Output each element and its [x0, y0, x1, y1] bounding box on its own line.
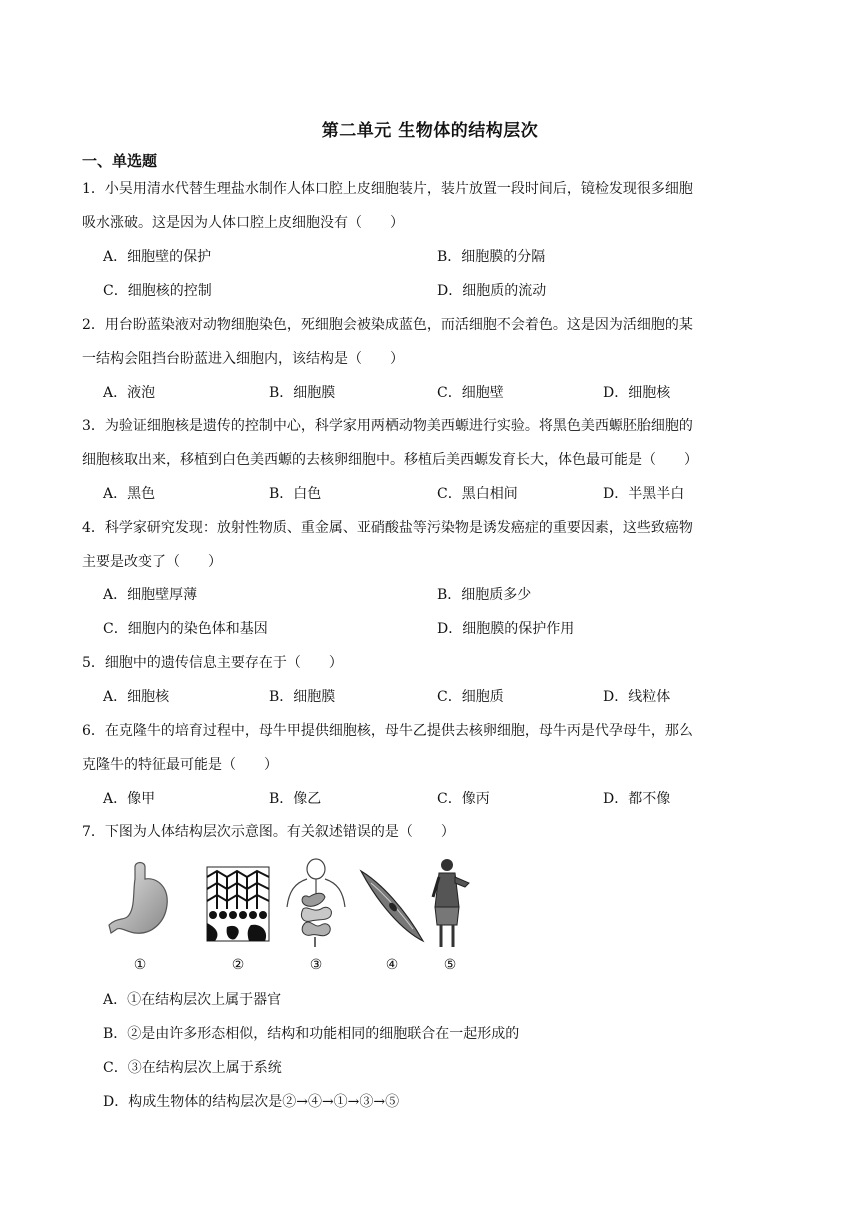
page-title: 第二单元 生物体的结构层次 — [321, 121, 539, 141]
question-1-options — [103, 240, 803, 274]
option-b[interactable]: B．细胞膜 — [269, 385, 336, 401]
option-c[interactable]: C．③在结构层次上属于系统 — [103, 1060, 282, 1076]
stomach-illustration — [105, 857, 175, 951]
question-6-options — [103, 782, 803, 816]
option-b[interactable]: B．像乙 — [269, 791, 322, 807]
option-b[interactable]: B．②是由许多形态相似，结构和功能相同的细胞联合在一起形成的 — [103, 1026, 520, 1042]
section-heading: 一、单选题 — [82, 152, 158, 170]
option-c[interactable]: C．像丙 — [437, 791, 490, 807]
human-illustration — [415, 857, 485, 951]
figure-item-1 — [105, 853, 175, 973]
question-text: 克隆牛的特征最可能是（ ） — [82, 757, 278, 773]
option-d[interactable]: D．线粒体 — [603, 689, 671, 705]
question-3 — [82, 409, 782, 477]
option-c[interactable]: C．细胞质 — [437, 689, 504, 705]
option-a[interactable]: A．液泡 — [103, 385, 156, 401]
question-7-options — [103, 1085, 803, 1119]
figure-item-2 — [203, 853, 273, 973]
question-1-options — [103, 274, 803, 308]
option-c[interactable]: C．黑白相间 — [437, 486, 518, 502]
question-text: 细胞核取出来，移植到白色美西螈的去核卵细胞中。移植后美西螈发育长大，体色最可能是（ ） — [82, 452, 698, 468]
question-7 — [82, 815, 782, 849]
option-c[interactable]: C．细胞内的染色体和基因 — [103, 621, 268, 637]
question-2-options — [103, 376, 803, 410]
question-2 — [82, 308, 782, 376]
question-text: 4．科学家研究发现：放射性物质、重金属、亚硝酸盐等污染物是诱发癌症的重要因素，这些致癌物 — [82, 520, 693, 536]
question-text: 2．用台盼蓝染液对动物细胞染色，死细胞会被染成蓝色，而活细胞不会着色。这是因为活细胞的某 — [82, 317, 693, 333]
figure-item-5 — [415, 853, 485, 973]
figure-label: ③ — [309, 957, 323, 973]
question-5 — [82, 646, 782, 680]
option-c[interactable]: C．细胞壁 — [437, 385, 504, 401]
option-d[interactable]: D．细胞膜的保护作用 — [437, 621, 575, 637]
option-d[interactable]: D．半黑半白 — [603, 486, 685, 502]
question-4-options — [103, 612, 803, 646]
figure-label: ① — [133, 957, 147, 973]
question-text: 主要是改变了（ ） — [82, 554, 222, 570]
option-d[interactable]: D．构成生物体的结构层次是②→④→①→③→⑤ — [103, 1094, 400, 1110]
figure-label: ② — [231, 957, 245, 973]
option-a[interactable]: A．像甲 — [103, 791, 156, 807]
question-text: 1．小吴用清水代替生理盐水制作人体口腔上皮细胞装片，装片放置一段时间后，镜检发现很多细胞 — [82, 181, 693, 197]
option-d[interactable]: D．细胞核 — [603, 385, 671, 401]
option-b[interactable]: B．细胞膜的分隔 — [437, 249, 546, 265]
question-text: 6．在克隆牛的培育过程中，母牛甲提供细胞核，母牛乙提供去核卵细胞，母牛丙是代孕母牛，那么 — [82, 723, 693, 739]
option-a[interactable]: A．细胞壁厚薄 — [103, 587, 198, 603]
question-4 — [82, 511, 782, 579]
option-b[interactable]: B．细胞膜 — [269, 689, 336, 705]
tissue-illustration — [203, 857, 273, 951]
question-6 — [82, 714, 782, 782]
figure-item-3 — [281, 853, 351, 973]
question-1 — [82, 172, 782, 240]
question-4-options — [103, 578, 803, 612]
question-text: 5．细胞中的遗传信息主要存在于（ ） — [82, 655, 343, 671]
figure-label: ⑤ — [443, 957, 457, 973]
question-7-options — [103, 1051, 803, 1085]
digestive-system-illustration — [281, 857, 351, 951]
question-5-options — [103, 680, 803, 714]
option-a[interactable]: A．①在结构层次上属于器官 — [103, 992, 282, 1008]
option-a[interactable]: A．黑色 — [103, 486, 156, 502]
option-d[interactable]: D．细胞质的流动 — [437, 283, 547, 299]
question-text: 吸水涨破。这是因为人体口腔上皮细胞没有（ ） — [82, 215, 404, 231]
option-d[interactable]: D．都不像 — [603, 791, 671, 807]
option-a[interactable]: A．细胞壁的保护 — [103, 249, 212, 265]
figure-label: ④ — [385, 957, 399, 973]
option-a[interactable]: A．细胞核 — [103, 689, 170, 705]
question-7-options — [103, 1017, 803, 1051]
body-structure-figure — [103, 853, 483, 973]
option-b[interactable]: B．细胞质多少 — [437, 587, 532, 603]
question-text: 7．下图为人体结构层次示意图。有关叙述错误的是（ ） — [82, 824, 455, 840]
question-3-options — [103, 477, 803, 511]
option-c[interactable]: C．细胞核的控制 — [103, 283, 212, 299]
question-7-options — [103, 983, 803, 1017]
option-b[interactable]: B．白色 — [269, 486, 322, 502]
question-text: 3．为验证细胞核是遗传的控制中心，科学家用两栖动物美西螈进行实验。将黑色美西螈胚胎细胞的 — [82, 418, 693, 434]
question-text: 一结构会阻挡台盼蓝进入细胞内，该结构是（ ） — [82, 351, 404, 367]
